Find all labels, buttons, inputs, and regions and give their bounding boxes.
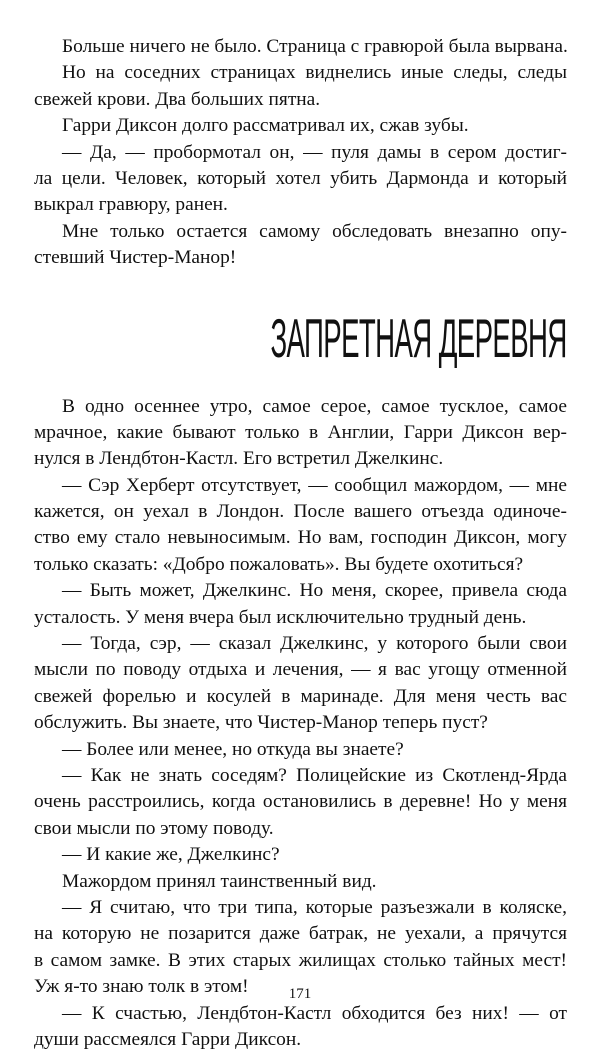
text-line: ство ему стало невыносимым. Но вам, господин Диксон, могу <box>34 525 567 551</box>
chapter-title-text: ЗАПРЕТНАЯ ДЕРЕВНЯ <box>271 302 567 373</box>
text-line: — И какие же, Джелкинс? <box>34 842 567 868</box>
paragraph <box>34 631 567 737</box>
paragraph <box>34 140 567 219</box>
text-line: В одно осеннее утро, самое серое, самое тусклое, самое <box>34 394 567 420</box>
paragraph <box>34 113 567 139</box>
paragraph <box>34 869 567 895</box>
text-line: только сказать: «Добро пожаловать». Вы будете охотиться? <box>34 552 567 578</box>
text-line: Но на соседних страницах виднелись иные следы, следы <box>34 60 567 86</box>
text-line: усталость. У меня вчера был исключительно трудный день. <box>34 605 567 631</box>
text-line: кажется, он уехал в Лондон. После вашего отъезда одиноче- <box>34 499 567 525</box>
text-line: Мажордом принял таинственный вид. <box>34 869 567 895</box>
text-line: Гарри Диксон долго рассматривал их, сжав зубы. <box>34 113 567 139</box>
paragraph <box>34 895 567 1001</box>
text-line: — Быть может, Джелкинс. Но меня, скорее, привела сюда <box>34 578 567 604</box>
text-line: стевший Чистер-Манор! <box>34 245 567 271</box>
paragraph <box>34 394 567 473</box>
text-line: мрачное, какие бывают только в Англии, Гарри Диксон вер- <box>34 420 567 446</box>
text-line: Уж я-то знаю толк в этом! <box>34 974 567 1000</box>
text-line: в самом замке. В этих старых жилищах столько тайных мест! <box>34 948 567 974</box>
book-page <box>34 34 567 1053</box>
paragraph <box>34 219 567 272</box>
text-line: — Более или менее, но откуда вы знаете? <box>34 737 567 763</box>
text-line: свои мысли по этому поводу. <box>34 816 567 842</box>
text-line: выкрал гравюру, ранен. <box>34 192 567 218</box>
paragraph <box>34 842 567 868</box>
text-line: свежей крови. Два больших пятна. <box>34 87 567 113</box>
paragraph <box>34 578 567 631</box>
text-line: — К счастью, Лендбтон-Кастл обходится без них! — от <box>34 1001 567 1027</box>
text-line: — Да, — пробормотал он, — пуля дамы в сером достиг- <box>34 140 567 166</box>
chapter-heading <box>34 308 567 374</box>
paragraph <box>34 737 567 763</box>
text-line: Мне только остается самому обследовать внезапно опу- <box>34 219 567 245</box>
text-line: Больше ничего не было. Страница с гравюрой была вырвана. <box>34 34 567 60</box>
section-chapter-text <box>34 394 567 1053</box>
text-line: свежей форелью и косулей в маринаде. Для меня честь вас <box>34 684 567 710</box>
text-line: — Как не знать соседям? Полицейские из Скотленд-Ярда <box>34 763 567 789</box>
paragraph <box>34 34 567 60</box>
text-line: нулся в Лендбтон-Кастл. Его встретил Джелкинс. <box>34 446 567 472</box>
section-top-text <box>34 34 567 272</box>
text-line: ла цели. Человек, который хотел убить Дармонда и который <box>34 166 567 192</box>
text-line: души рассмеялся Гарри Диксон. <box>34 1027 567 1053</box>
paragraph <box>34 473 567 579</box>
paragraph <box>34 763 567 842</box>
text-line: обслужить. Вы знаете, что Чистер-Манор теперь пуст? <box>34 710 567 736</box>
text-line: очень расстроились, когда остановились в деревне! Но у меня <box>34 789 567 815</box>
page-number: 171 <box>0 986 600 1003</box>
text-line: — Я считаю, что три типа, которые разъезжали в коляске, <box>34 895 567 921</box>
paragraph <box>34 60 567 113</box>
paragraph <box>34 1001 567 1053</box>
text-line: — Тогда, сэр, — сказал Джелкинс, у которого были свои <box>34 631 567 657</box>
text-line: — Сэр Херберт отсутствует, — сообщил мажордом, — мне <box>34 473 567 499</box>
text-line: на которую не позарится даже батрак, не уехали, а прячутся <box>34 921 567 947</box>
text-line: мысли по поводу отдыха и лечения, — я вас угощу отменной <box>34 657 567 683</box>
